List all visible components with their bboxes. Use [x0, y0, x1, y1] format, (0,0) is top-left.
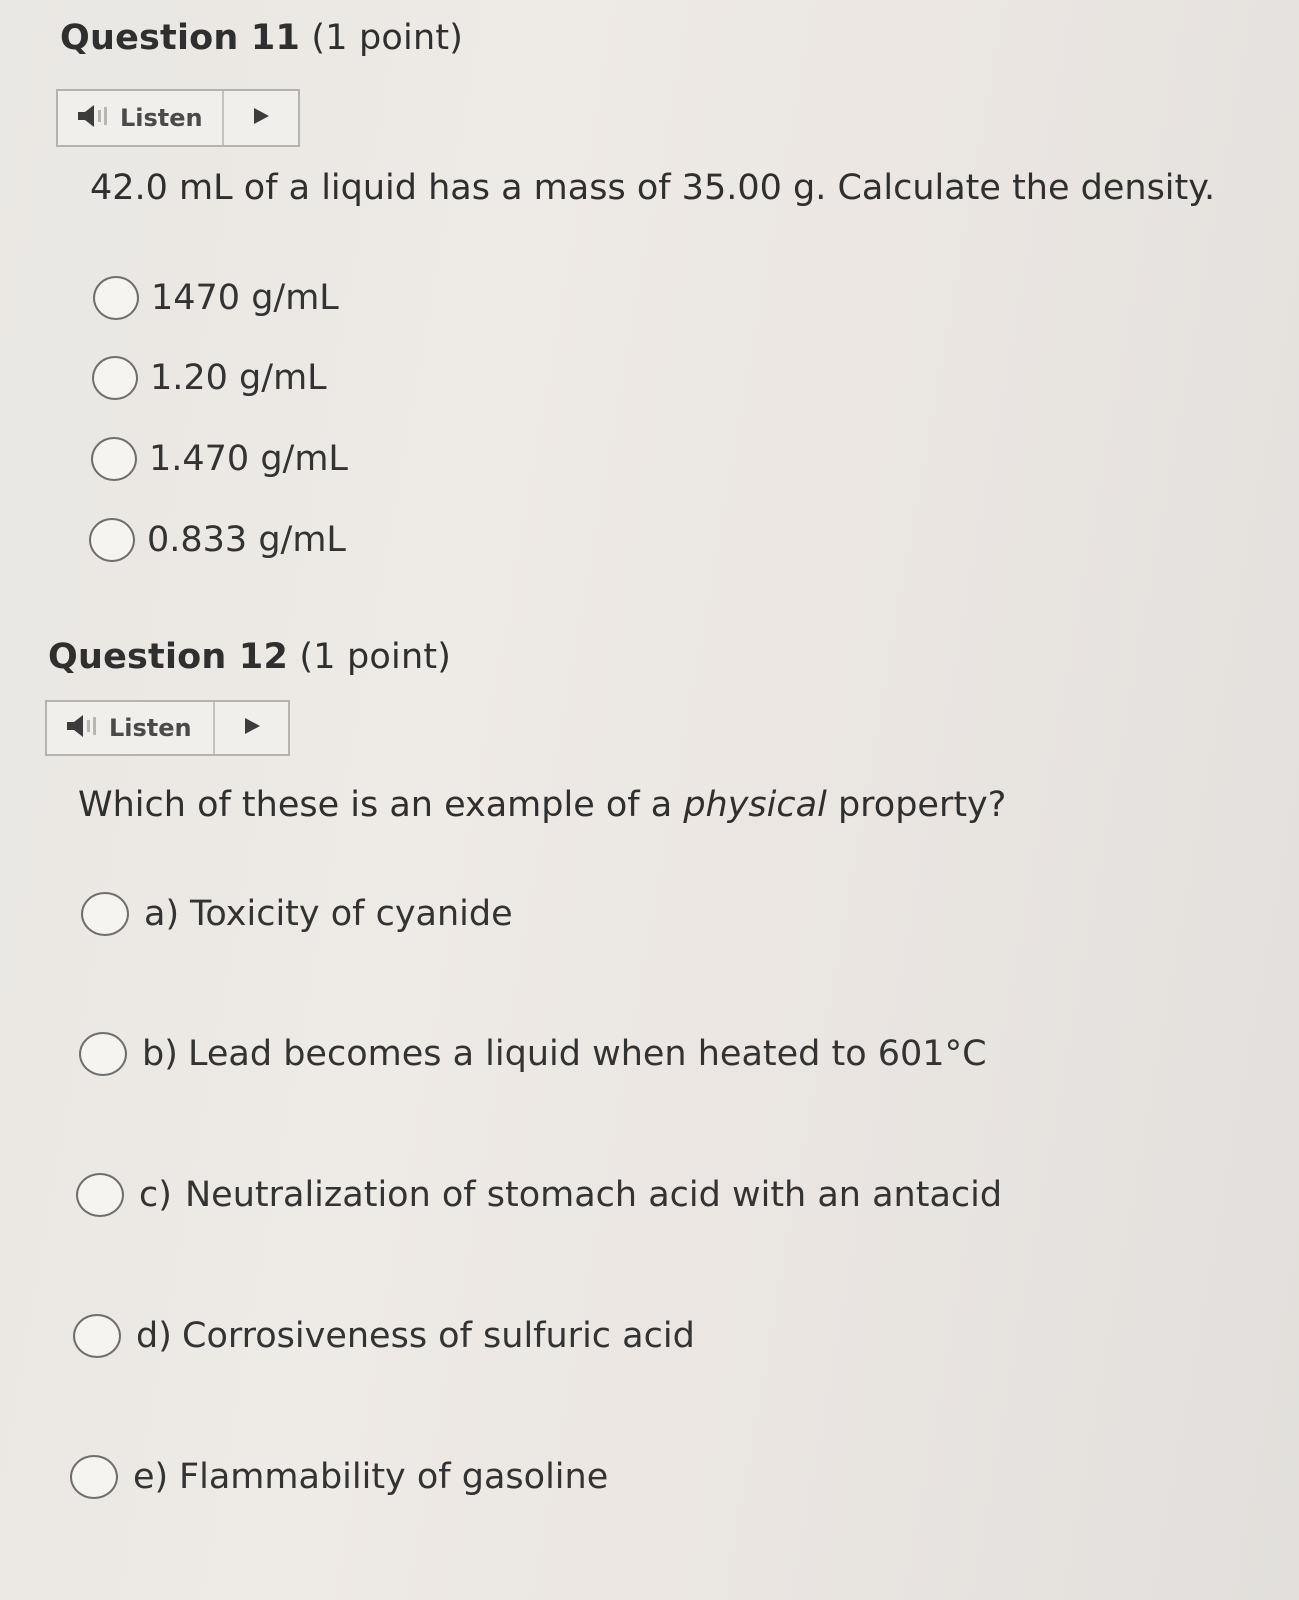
question-12-play-button[interactable]: [215, 702, 288, 754]
question-12-text-end: property?: [826, 785, 1007, 825]
listen-label: Listen: [109, 714, 192, 742]
question-12-option-c[interactable]: [76, 1173, 1002, 1217]
question-12-listen-widget: [45, 700, 290, 756]
question-11-number: Question 11: [60, 18, 301, 58]
radio-button[interactable]: [89, 518, 135, 562]
radio-button[interactable]: [91, 437, 137, 481]
speaker-icon: [65, 713, 99, 743]
radio-button[interactable]: [73, 1314, 121, 1358]
question-12-option-d[interactable]: [73, 1314, 695, 1358]
question-12-option-a[interactable]: [81, 892, 513, 936]
option-letter: c): [139, 1175, 172, 1215]
option-label: Corrosiveness of sulfuric acid: [182, 1316, 695, 1356]
question-12-option-b[interactable]: [79, 1032, 987, 1076]
question-11-option-4[interactable]: [89, 518, 346, 562]
radio-button[interactable]: [81, 892, 129, 936]
option-letter: d): [136, 1316, 172, 1356]
option-label: Neutralization of stomach acid with an antacid: [185, 1175, 1003, 1215]
radio-button[interactable]: [70, 1455, 118, 1499]
question-11-play-button[interactable]: [224, 91, 298, 145]
question-11-option-2[interactable]: [92, 356, 327, 400]
radio-button[interactable]: [76, 1173, 124, 1217]
listen-label: Listen: [120, 104, 203, 132]
option-label: 1.20 g/mL: [150, 358, 327, 398]
option-label: Lead becomes a liquid when heated to 601°C: [188, 1034, 987, 1074]
question-11-text: 42.0 mL of a liquid has a mass of 35.00 g. Calculate the density.: [90, 168, 1216, 208]
question-12-listen-button[interactable]: [47, 702, 215, 754]
question-11-option-3[interactable]: [91, 437, 348, 481]
question-12-title: [48, 637, 451, 677]
play-icon: [241, 715, 263, 741]
question-11-title: [60, 18, 463, 58]
option-label: 1470 g/mL: [151, 278, 339, 318]
radio-button[interactable]: [79, 1032, 127, 1076]
question-12-text: [78, 785, 1006, 825]
option-label: 1.470 g/mL: [149, 439, 348, 479]
speaker-icon: [76, 103, 110, 133]
option-label: Flammability of gasoline: [179, 1457, 609, 1497]
option-label: 0.833 g/mL: [147, 520, 346, 560]
question-11-option-1[interactable]: [93, 276, 339, 320]
question-11-points: (1 point): [311, 18, 464, 58]
question-12-points: (1 point): [299, 637, 452, 677]
question-12-text-emphasis: physical: [683, 785, 827, 825]
question-12-text-start: Which of these is an example of a: [78, 785, 684, 825]
play-icon: [250, 105, 272, 131]
question-11-listen-widget: [56, 89, 300, 147]
question-11-listen-button[interactable]: [58, 91, 224, 145]
radio-button[interactable]: [92, 356, 138, 400]
option-label: Toxicity of cyanide: [190, 894, 513, 934]
question-12-number: Question 12: [48, 637, 289, 677]
option-letter: a): [144, 894, 180, 934]
option-letter: e): [133, 1457, 169, 1497]
radio-button[interactable]: [93, 276, 139, 320]
option-letter: b): [142, 1034, 178, 1074]
question-12-option-e[interactable]: [70, 1455, 608, 1499]
